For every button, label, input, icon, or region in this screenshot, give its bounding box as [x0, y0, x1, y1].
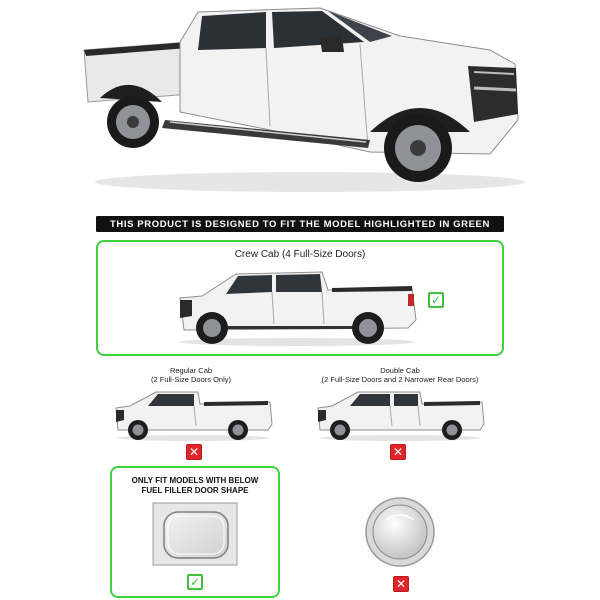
fuel-door-title-line1: ONLY FIT MODELS WITH BELOW [131, 476, 259, 485]
regular-cab-sublabel: (2 Full-Size Doors Only) [150, 375, 232, 384]
double-cab-sublabel: (2 Full-Size Doors and 2 Narrower Rear Doors) [321, 375, 479, 384]
square-fuel-door-image [152, 502, 238, 566]
fuel-door-title-line2: FUEL FILLER DOOR SHAPE [141, 486, 249, 495]
crew-cab-truck-image [172, 264, 422, 348]
double-cab-label: Double Cab [380, 366, 420, 375]
fitment-banner: THIS PRODUCT IS DESIGNED TO FIT THE MODEL HIGHLIGHTED IN GREEN [96, 216, 504, 232]
crew-cab-check-icon: ✓ [428, 292, 444, 308]
round-fuel-door-image [364, 496, 436, 568]
regular-cab-label: Regular Cab [169, 366, 213, 375]
double-cab-truck-image [314, 386, 486, 442]
square-fuel-door-check-icon: ✓ [187, 574, 203, 590]
crew-cab-label: Crew Cab (4 Full-Size Doors) [234, 249, 366, 260]
double-cab-cross-icon: ✕ [390, 444, 406, 460]
round-fuel-door-cross-icon: ✕ [393, 576, 409, 592]
hero-truck-image [70, 2, 525, 202]
regular-cab-truck-image [112, 386, 274, 442]
regular-cab-cross-icon: ✕ [186, 444, 202, 460]
